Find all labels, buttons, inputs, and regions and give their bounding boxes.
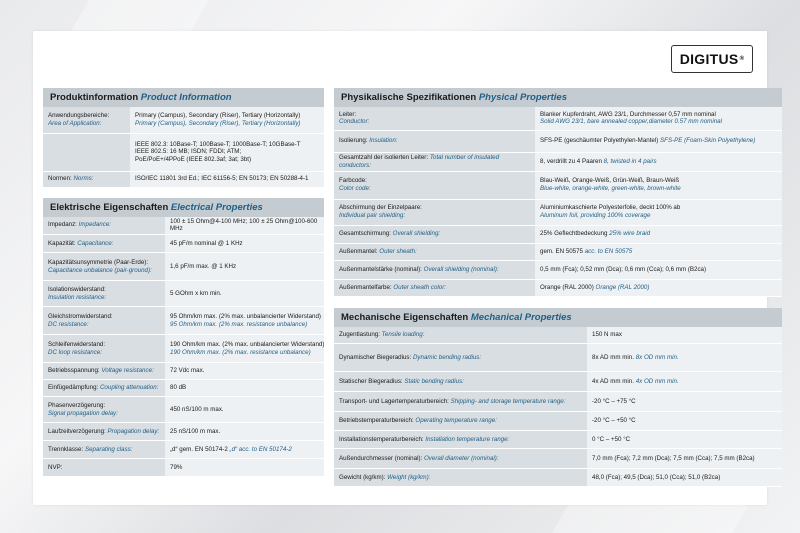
table-row xyxy=(334,260,782,279)
table-key-cell xyxy=(43,133,130,171)
text-label: Physikalische Spezifikationen xyxy=(341,92,477,103)
text-label: Static bending radius: xyxy=(404,377,464,385)
table-value-cell xyxy=(165,307,324,335)
text-label: 80 dB xyxy=(170,384,187,392)
text-label: 79% xyxy=(170,463,183,471)
table-row xyxy=(334,469,782,487)
table-row xyxy=(43,441,324,459)
text-label: Kapazität: xyxy=(48,239,76,247)
table-row xyxy=(334,372,782,392)
table-row xyxy=(43,363,324,380)
table-row xyxy=(334,392,782,412)
table-key-cell xyxy=(334,392,587,412)
text-label: Primary (Campus), Secondary (Riser), Tertiary (Horizontally) xyxy=(135,119,301,127)
text-label: Mechanische Eigenschaften xyxy=(341,311,469,323)
text-label: 100 ± 15 Ohm@4-100 MHz; 100 ± 25 Ohm@100-600 MHz xyxy=(170,217,318,233)
table-row xyxy=(43,459,324,477)
table-row xyxy=(43,380,324,397)
digitus-logo xyxy=(671,45,753,73)
text-label: Kapazitätsunsymmetrie (Paar-Erde): xyxy=(48,258,149,266)
text-label: Blanker Kupferdraht, AWG 23/1, Durchmesser 0,57 mm nominal xyxy=(540,110,716,118)
text-label: 25% Geflechtbedeckung xyxy=(540,230,608,238)
table-key-cell xyxy=(334,372,587,392)
text-label: Blue-white, orange-white, green-white, brown-white xyxy=(540,185,681,192)
table-key-cell xyxy=(334,449,587,469)
table-value-cell xyxy=(535,279,782,296)
table-value-cell xyxy=(165,441,324,459)
table-key-cell xyxy=(334,152,535,171)
table-key-cell xyxy=(334,243,535,260)
text-label: -20 °C – +75 °C xyxy=(592,397,636,405)
text-label: Total number of insulated conductors: xyxy=(339,153,500,169)
section-title-electrical-properties xyxy=(43,198,324,217)
table-key-cell xyxy=(43,380,165,397)
text-label: Propagation delay: xyxy=(107,427,160,435)
table-row xyxy=(334,225,782,243)
text-label: 45 pF/m nominal @ 1 KHz xyxy=(170,239,243,247)
text-label: Solid AWG 23/1, bare annealed copper,diameter 0.57 mm nominal xyxy=(540,118,722,126)
text-label: 95 Ohm/km max. (2% max. resistance unbalance) xyxy=(170,320,308,328)
table-row xyxy=(43,281,324,307)
table-key-cell xyxy=(334,130,535,152)
text-label: Insulation resistance: xyxy=(48,293,107,301)
text-label: 4x OD mm min. xyxy=(635,377,679,385)
table-value-cell xyxy=(165,380,324,397)
table-value-cell xyxy=(535,152,782,171)
table-row xyxy=(43,107,324,133)
text-label: 190 Ohm/km max. (2% max. resistance unbalance) xyxy=(170,348,311,356)
text-label: 0 °C – +50 °C xyxy=(592,435,631,443)
text-label: 450 nS/100 m max. xyxy=(170,405,224,413)
text-label: Phasenverzögerung: xyxy=(48,401,106,409)
text-label: Capacitance unbalance (pair-ground): xyxy=(48,266,152,274)
table-value-cell xyxy=(165,397,324,423)
text-label: Laufzeitverzögerung: xyxy=(48,427,106,435)
table-row xyxy=(334,130,782,152)
text-label: Impedance: xyxy=(78,221,111,229)
table-key-cell xyxy=(43,363,165,380)
table-key-cell xyxy=(43,335,165,363)
table-value-cell xyxy=(535,130,782,152)
text-label: Overall diameter (nominal): xyxy=(423,454,499,462)
text-label: PoE/PoE+/4PPoE (IEEE 802.3af; 3at; 3bt) xyxy=(135,155,252,163)
text-label: NVP: xyxy=(48,463,63,471)
table-row xyxy=(334,412,782,431)
table-key-cell xyxy=(43,423,165,441)
table-value-cell xyxy=(130,133,324,171)
text-label: DIGITUS xyxy=(679,51,739,67)
text-label: „d“ gem. EN 50174-2 xyxy=(170,445,228,453)
table-value-cell xyxy=(165,459,324,477)
table-key-cell xyxy=(334,344,587,372)
text-label: SFS-PE (Foam-Skin Polyethylene) xyxy=(660,137,756,145)
text-label: Conductor: xyxy=(339,118,370,126)
table-value-cell xyxy=(587,449,782,469)
section-title-mechanical-properties xyxy=(334,308,782,327)
table-key-cell xyxy=(334,199,535,225)
text-label: IEEE 802.5: 16 MB; ISDN; FDDI; ATM; xyxy=(135,148,242,156)
text-label: Gewicht (kg/km): xyxy=(339,473,386,481)
table-row xyxy=(43,253,324,281)
text-label: „d“ acc. to EN 50174-2 xyxy=(229,445,292,453)
table-value-cell xyxy=(130,171,324,187)
table-value-cell xyxy=(587,431,782,449)
text-label: Separating class: xyxy=(84,445,133,453)
text-label: Betriebstemperaturbereich: xyxy=(339,417,414,425)
text-label: Gleichstromwiderstand: xyxy=(48,312,113,320)
table-value-cell xyxy=(535,199,782,225)
text-label: Physical Properties xyxy=(478,92,567,103)
table-key-cell xyxy=(334,225,535,243)
table-row xyxy=(43,171,324,187)
text-label: Statischer Biegeradius: xyxy=(339,377,403,385)
product-information-section xyxy=(43,88,324,188)
table-key-cell xyxy=(43,235,165,253)
table-key-cell xyxy=(43,281,165,307)
text-label: Installationstemperaturbereich: xyxy=(339,435,424,443)
text-label: IEEE 802.3: 10Base-T; 100Base-T; 1000Base-T; 10GBase-T xyxy=(135,140,301,148)
table-key-cell xyxy=(43,459,165,477)
table-value-cell xyxy=(587,372,782,392)
text-label: 4x AD mm min. xyxy=(592,377,634,385)
table-key-cell xyxy=(43,253,165,281)
table-row xyxy=(334,107,782,130)
text-label: 5 GOhm x km min. xyxy=(170,289,222,297)
table-key-cell xyxy=(43,107,130,133)
table-value-cell xyxy=(165,235,324,253)
text-label: Outer sheath: xyxy=(379,247,417,255)
table-row xyxy=(43,307,324,335)
text-label: Individual pair shielding: xyxy=(339,212,406,219)
table-key-cell xyxy=(334,327,587,344)
table-value-cell xyxy=(535,171,782,199)
text-label: 72 Vdc max. xyxy=(170,367,205,375)
table-value-cell xyxy=(165,363,324,380)
table-row xyxy=(334,344,782,372)
table-value-cell xyxy=(535,260,782,279)
text-label: Norms: xyxy=(73,175,94,183)
table-row xyxy=(43,133,324,171)
text-label: Normen: xyxy=(48,175,72,183)
text-label: gem. EN 50575 xyxy=(540,247,583,255)
text-label: 0,5 mm (Fca); 0,52 mm (Dca); 0,6 mm (Cca); 0,6 mm (B2ca) xyxy=(540,265,707,273)
text-label: Isolierung: xyxy=(339,137,368,145)
text-label: Einfügedämpfung: xyxy=(48,384,99,392)
text-label: 150 N max xyxy=(592,330,622,338)
table-row xyxy=(334,431,782,449)
text-label: Anwendungsbereiche: xyxy=(48,112,110,120)
table-value-cell xyxy=(130,107,324,133)
text-label: Primary (Campus), Secondary (Riser), Tertiary (Horizontally) xyxy=(135,112,301,120)
text-label: Electrical Properties xyxy=(170,201,263,213)
text-label: Dynamic bending radius: xyxy=(412,353,482,361)
section-title-product-information xyxy=(43,88,324,107)
text-label: 8, twisted in 4 pairs xyxy=(603,157,657,165)
text-label: 8, verdrillt zu 4 Paaren xyxy=(540,157,602,165)
text-label: Abschirmung der Einzelpaare: xyxy=(339,204,422,212)
table-key-cell xyxy=(334,171,535,199)
table-key-cell xyxy=(334,412,587,431)
text-label: Area of Application: xyxy=(48,119,102,127)
left-column xyxy=(43,88,324,477)
table-value-cell xyxy=(165,281,324,307)
text-label: Isolationswiderstand: xyxy=(48,285,106,293)
text-label: -20 °C – +50 °C xyxy=(592,417,636,425)
text-label: Insulation: xyxy=(369,137,398,145)
text-label: Außenmantelstärke (nominal): xyxy=(339,265,422,273)
text-label: 25 nS/100 m max. xyxy=(170,427,221,435)
text-label: Dynamischer Biegeradius: xyxy=(339,353,412,361)
text-label: 8x OD mm min. xyxy=(635,353,679,361)
text-label: Tensile loading: xyxy=(381,330,425,338)
table-row xyxy=(334,243,782,260)
table-key-cell xyxy=(43,397,165,423)
text-label: Transport- und Lagertemperaturbereich: xyxy=(339,397,449,405)
table-row xyxy=(334,171,782,199)
table-value-cell xyxy=(587,392,782,412)
table-row xyxy=(334,327,782,344)
text-label: Operating temperature range: xyxy=(415,417,497,425)
text-label: Mechanical Properties xyxy=(470,311,572,323)
table-value-cell xyxy=(165,217,324,235)
text-label: SFS-PE (geschäumter Polyethylen-Mantel) xyxy=(540,137,659,145)
text-label: Aluminum foil, providing 100% coverage xyxy=(540,212,651,219)
table-value-cell xyxy=(587,344,782,372)
text-label: Schleifenwiderstand: xyxy=(48,340,106,348)
text-label: Blau-Weiß, Orange-Weiß, Grün-Weiß, Braun-Weiß xyxy=(540,177,680,185)
text-label: DC loop resistance: xyxy=(48,348,102,356)
text-label: Produktinformation xyxy=(50,92,139,103)
table-key-cell xyxy=(334,107,535,130)
table-key-cell xyxy=(43,307,165,335)
text-label: Voltage resistance: xyxy=(101,367,154,375)
table-key-cell xyxy=(43,441,165,459)
physical-specifications-section xyxy=(334,88,782,297)
text-label: DC resistance: xyxy=(48,320,89,328)
text-label: Impedanz: xyxy=(48,221,77,229)
table-key-cell xyxy=(43,217,165,235)
table-row xyxy=(43,235,324,253)
text-label: Außendurchmesser (nominal): xyxy=(339,454,423,462)
text-label: Outer sheath color: xyxy=(393,283,446,291)
text-label: ISO/IEC 11801 3rd Ed.; IEC 61156-5; EN 50173; EN 50288-4-1 xyxy=(135,175,309,183)
text-label: Overall shielding: xyxy=(392,230,441,238)
text-label: Orange (RAL 2000) xyxy=(595,283,650,291)
text-label: ® xyxy=(739,56,745,62)
table-row xyxy=(43,423,324,441)
table-value-cell xyxy=(587,412,782,431)
text-label: Product Information xyxy=(140,92,232,103)
text-label: Signal propagation delay: xyxy=(48,409,118,417)
text-label: Shipping- and storage temperature range: xyxy=(450,397,566,405)
text-label: Außenmantelfarbe: xyxy=(339,283,392,291)
text-label: Weight (kg/km): xyxy=(387,473,431,481)
table-key-cell xyxy=(43,171,130,187)
text-label: Betriebsspannung: xyxy=(48,367,100,375)
text-label: 48,0 (Fca); 49,5 (Dca); 51,0 (Cca); 51,0 (B2ca) xyxy=(592,473,721,481)
text-label: Außenmantel: xyxy=(339,247,378,255)
text-label: Coupling attenuation: xyxy=(99,384,159,392)
text-label: Overall shielding (nominal): xyxy=(423,265,499,273)
table-value-cell xyxy=(587,327,782,344)
table-value-cell xyxy=(535,107,782,130)
mechanical-properties-section xyxy=(334,308,782,488)
table-value-cell xyxy=(165,423,324,441)
text-label: acc. to EN 50575 xyxy=(584,247,633,255)
table-row xyxy=(334,449,782,469)
table-key-cell xyxy=(334,469,587,487)
text-label: 25% wire braid xyxy=(609,230,651,238)
table-value-cell xyxy=(587,469,782,487)
table-row xyxy=(334,152,782,171)
text-label: Color code: xyxy=(339,185,371,192)
table-value-cell xyxy=(535,243,782,260)
text-label: 95 Ohm/km max. (2% max. unbalancierter Widerstand) xyxy=(170,312,321,320)
table-value-cell xyxy=(165,253,324,281)
text-label: 8x AD mm min. xyxy=(592,353,634,361)
text-label: 190 Ohm/km max. (2% max. unbalancierter Widerstand) xyxy=(170,340,324,348)
table-row xyxy=(43,397,324,423)
table-key-cell xyxy=(334,431,587,449)
text-label: Installation temperature range: xyxy=(425,435,510,443)
table-row xyxy=(43,335,324,363)
text-label: Aluminiumkaschierte Polyesterfolie, deckt 100% ab xyxy=(540,204,681,212)
text-label: 1,6 pF/m max. @ 1 KHz xyxy=(170,262,237,270)
text-label: Elektrische Eigenschaften xyxy=(50,201,169,213)
text-label: Gesamtzahl der isolierten Leiter: xyxy=(339,153,429,161)
text-label: Orange (RAL 2000) xyxy=(540,283,594,291)
electrical-properties-section xyxy=(43,198,324,478)
text-label: Zugentlastung: xyxy=(339,330,380,338)
text-label: 7,0 mm (Fca); 7,2 mm (Dca); 7,5 mm (Cca); 7,5 mm (B2ca) xyxy=(592,454,755,462)
text-label: Farbcode: xyxy=(339,177,367,185)
table-value-cell xyxy=(165,335,324,363)
table-value-cell xyxy=(535,225,782,243)
text-label: Gesamtschirmung: xyxy=(339,230,391,238)
right-column xyxy=(334,88,782,487)
text-label: Capacitance: xyxy=(77,239,114,247)
table-key-cell xyxy=(334,279,535,296)
table-row xyxy=(334,279,782,296)
table-row xyxy=(43,217,324,235)
text-label: Leiter: xyxy=(339,110,357,118)
text-label: Trennklasse: xyxy=(48,445,84,453)
table-row xyxy=(334,199,782,225)
section-title-physical-properties xyxy=(334,88,782,107)
table-key-cell xyxy=(334,260,535,279)
